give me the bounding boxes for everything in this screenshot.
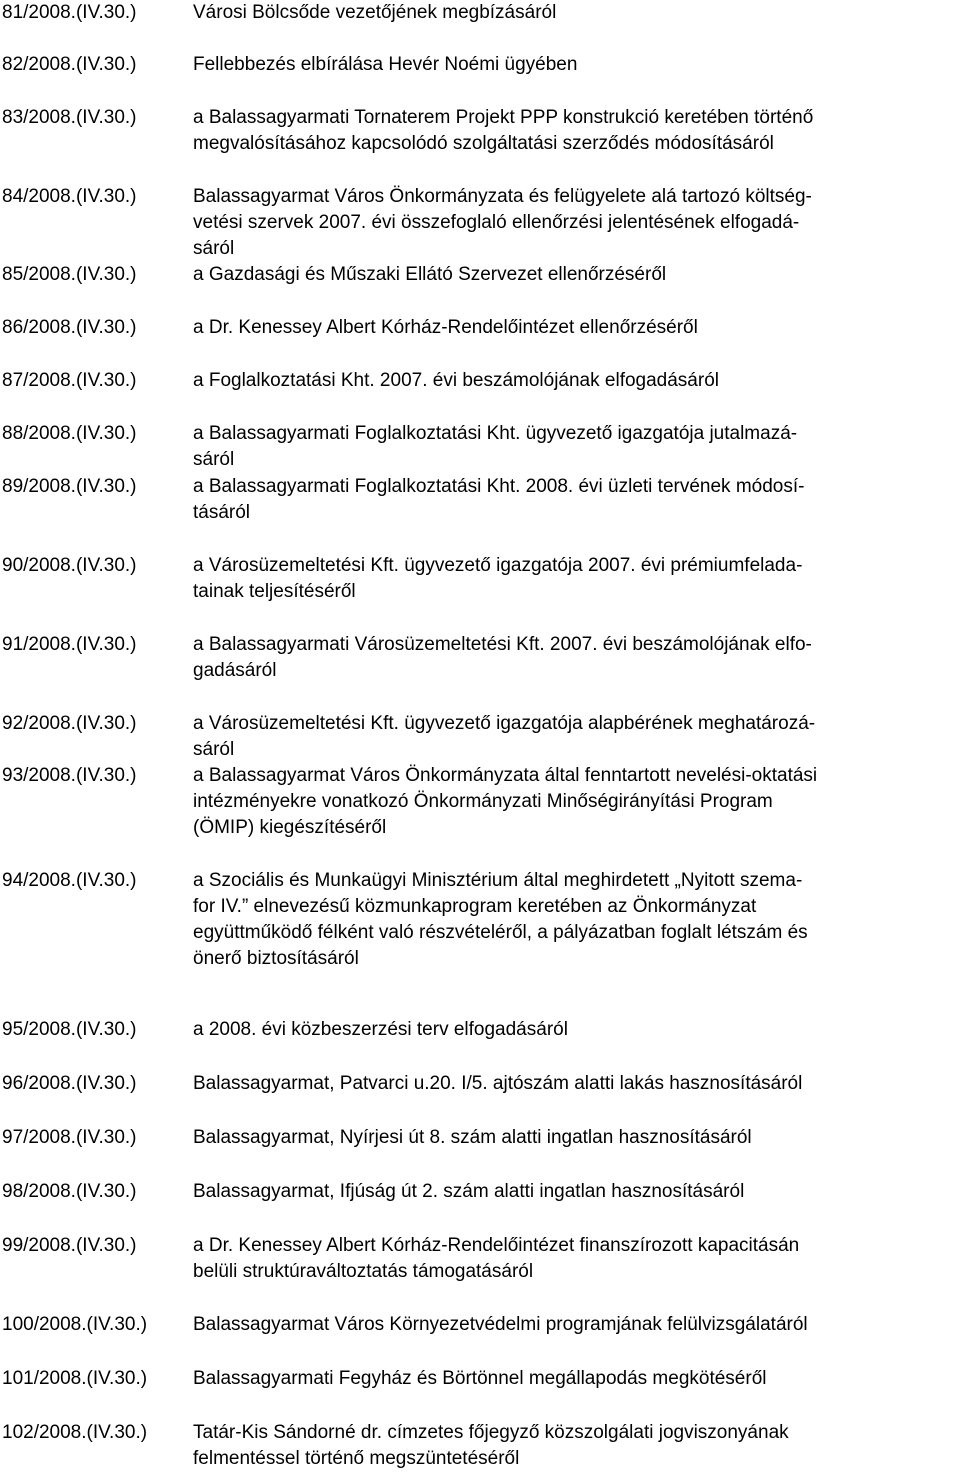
resolution-title [193,1125,953,1151]
resolution-number: 102/2008.(IV.30.) [2,1422,148,1443]
title-line: a Városüzemeltetési Kft. ügyvezető igazgatója 2007. évi prémiumfelada- [193,555,803,576]
resolution-number: 99/2008.(IV.30.) [2,1235,137,1256]
resolution-number: 98/2008.(IV.30.) [2,1181,137,1202]
title-line: a Foglalkoztatási Kht. 2007. évi beszámolójának elfogadásáról [193,370,719,391]
title-line: a Balassagyarmati Tornaterem Projekt PPP konstrukció keretében történő [193,107,814,128]
resolution-number: 82/2008.(IV.30.) [2,54,137,75]
title-line: tásáról [193,502,251,523]
title-line: belüli struktúraváltoztatás támogatásáról [193,1261,534,1282]
resolution-number: 92/2008.(IV.30.) [2,713,137,734]
title-line: a Dr. Kenessey Albert Kórház-Rendelőintézet finanszírozott kapacitásán [193,1235,800,1256]
resolution-title [193,1312,953,1338]
title-line: Városi Bölcsőde vezetőjének megbízásáról [193,2,557,23]
title-line: Balassagyarmat, Nyírjesi út 8. szám alatti ingatlan hasznosításáról [193,1127,752,1148]
title-line: a Gazdasági és Műszaki Ellátó Szervezet ellenőrzéséről [193,264,667,285]
resolution-number: 91/2008.(IV.30.) [2,634,137,655]
resolution-title [193,105,953,157]
resolution-number: 88/2008.(IV.30.) [2,423,137,444]
resolution-title [193,0,953,26]
resolution-title [193,868,953,972]
resolution-number: 86/2008.(IV.30.) [2,317,137,338]
title-line: (ÖMIP) kiegészítéséről [193,817,387,838]
resolution-number: 93/2008.(IV.30.) [2,765,137,786]
resolution-number: 97/2008.(IV.30.) [2,1127,137,1148]
resolution-title [193,1420,953,1472]
resolution-title [193,632,953,684]
resolution-title [193,474,953,526]
resolution-number: 84/2008.(IV.30.) [2,186,137,207]
resolution-title [193,711,953,763]
title-line: Fellebbezés elbírálása Hevér Noémi ügyében [193,54,578,75]
title-line: Balassagyarmat Város Környezetvédelmi programjának felülvizsgálatáról [193,1314,808,1335]
title-line: a Városüzemeltetési Kft. ügyvezető igazgatója alapbérének meghatározá- [193,713,816,734]
title-line: felmentéssel történő megszüntetéséről [193,1448,520,1469]
title-line: Balassagyarmat, Patvarci u.20. I/5. ajtószám alatti lakás hasznosításáról [193,1073,803,1094]
resolution-number: 101/2008.(IV.30.) [2,1368,148,1389]
title-line: sáról [193,449,235,470]
resolution-title [193,553,953,605]
title-line: együttműködő félként való részvételéről, a pályázatban foglalt létszám és [193,922,808,943]
title-line: gadásáról [193,660,277,681]
resolution-title [193,1366,953,1392]
resolution-number: 90/2008.(IV.30.) [2,555,137,576]
resolution-title [193,1017,953,1043]
resolution-title [193,315,953,341]
resolution-number: 87/2008.(IV.30.) [2,370,137,391]
resolution-number: 85/2008.(IV.30.) [2,264,137,285]
title-line: önerő biztosításáról [193,948,359,969]
title-line: tainak teljesítéséről [193,581,356,602]
title-line: Tatár-Kis Sándorné dr. címzetes főjegyző közszolgálati jogviszonyának [193,1422,789,1443]
resolution-number: 89/2008.(IV.30.) [2,476,137,497]
resolution-number: 81/2008.(IV.30.) [2,2,137,23]
resolution-title [193,1179,953,1205]
resolution-number: 100/2008.(IV.30.) [2,1314,148,1335]
title-line: megvalósításához kapcsolódó szolgáltatási szerződés módosításáról [193,133,774,154]
title-line: intézményekre vonatkozó Önkormányzati Minőségirányítási Program [193,791,773,812]
resolution-title [193,52,953,78]
title-line: Balassagyarmat, Ifjúság út 2. szám alatti ingatlan hasznosításáról [193,1181,745,1202]
title-line: a Balassagyarmati Foglalkoztatási Kht. 2008. évi üzleti tervének módosí- [193,476,805,497]
title-line: a Balassagyarmat Város Önkormányzata által fenntartott nevelési-oktatási [193,765,818,786]
resolution-number: 95/2008.(IV.30.) [2,1019,137,1040]
resolution-number: 96/2008.(IV.30.) [2,1073,137,1094]
resolution-number: 83/2008.(IV.30.) [2,107,137,128]
title-line: a Balassagyarmati Városüzemeltetési Kft. 2007. évi beszámolójának elfo- [193,634,812,655]
title-line: Balassagyarmat Város Önkormányzata és felügyelete alá tartozó költség- [193,186,812,207]
title-line: vetési szervek 2007. évi összefoglaló ellenőrzési jelentésének elfogadá- [193,212,800,233]
title-line: a Balassagyarmati Foglalkoztatási Kht. ügyvezető igazgatója jutalmazá- [193,423,798,444]
title-line: for IV.” elnevezésű közmunkaprogram keretében az Önkormányzat [193,896,757,917]
title-line: a 2008. évi közbeszerzési terv elfogadásáról [193,1019,568,1040]
title-line: sáról [193,739,235,760]
resolution-title [193,763,953,841]
resolution-title [193,368,953,394]
title-line: Balassagyarmati Fegyház és Börtönnel megállapodás megkötéséről [193,1368,767,1389]
resolution-title [193,1071,953,1097]
resolution-number: 94/2008.(IV.30.) [2,870,137,891]
resolution-title [193,262,953,288]
title-line: a Dr. Kenessey Albert Kórház-Rendelőintézet ellenőrzéséről [193,317,698,338]
resolution-title [193,421,953,473]
resolution-title [193,184,953,262]
resolution-title [193,1233,953,1285]
title-line: a Szociális és Munkaügyi Minisztérium által meghirdetett „Nyitott szema- [193,870,803,891]
title-line: sáról [193,238,235,259]
